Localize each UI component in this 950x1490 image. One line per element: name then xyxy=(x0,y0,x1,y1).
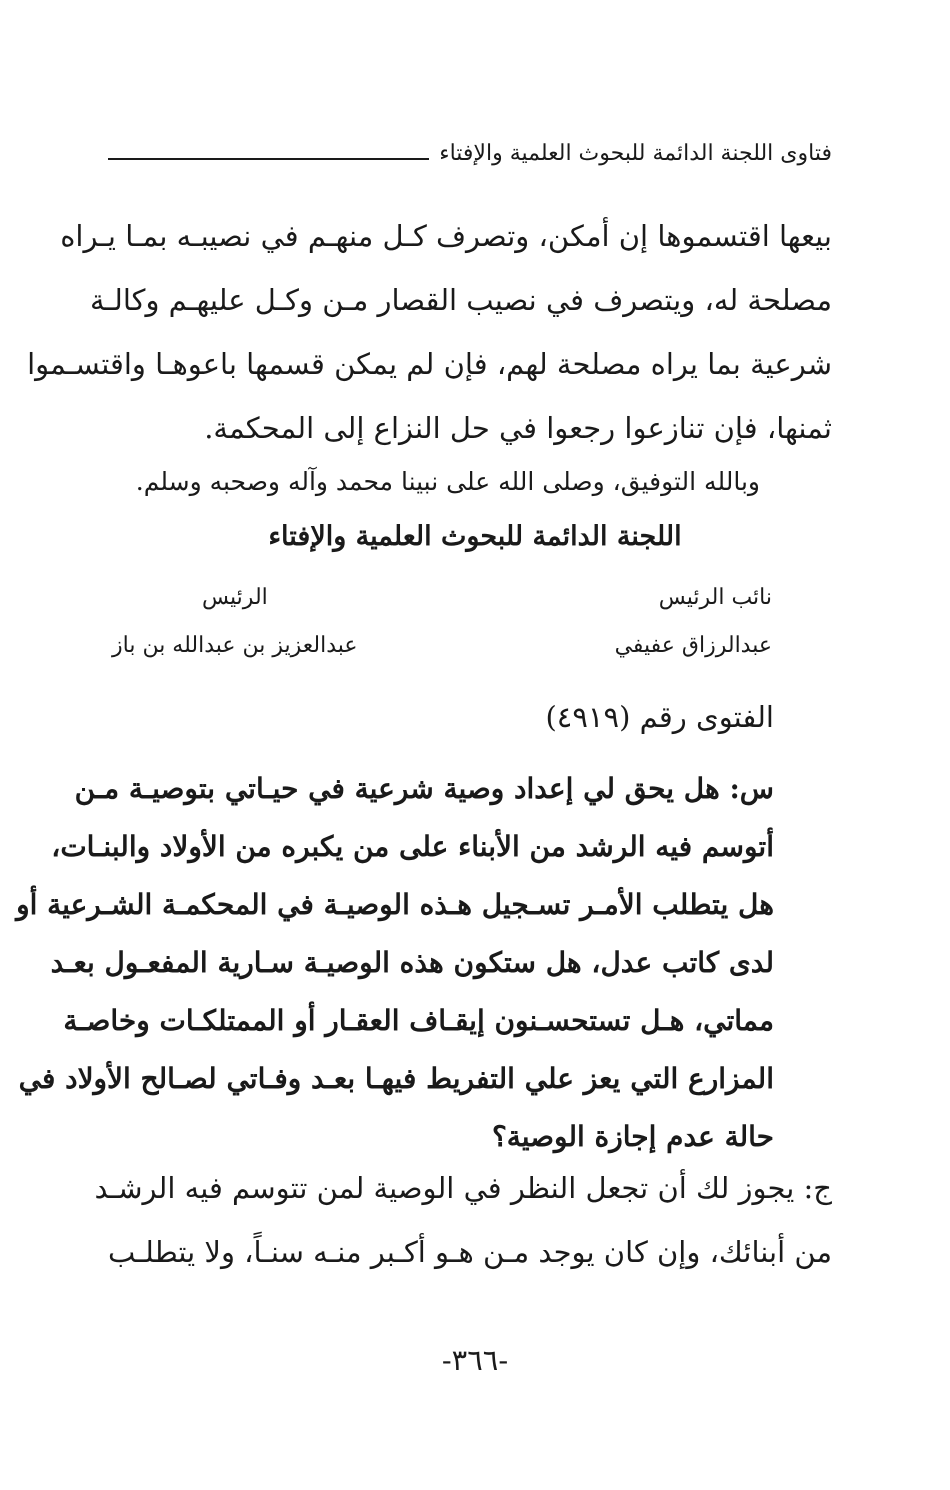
question-line: حالة عدم إجازة الوصية؟ xyxy=(491,1120,774,1153)
question-line: المزارع التي يعز علي التفريط فيهـا بعـد وفـاتي لصـالح الأولاد في xyxy=(18,1062,774,1095)
header-rule xyxy=(108,158,429,160)
page-number: -٣٦٦- xyxy=(441,1343,509,1377)
deputy-role: نائب الرئيس xyxy=(658,585,772,610)
chair-role: الرئيس xyxy=(202,585,268,610)
signature-block xyxy=(112,580,772,680)
running-header-title: فتاوى اللجنة الدائمة للبحوث العلمية والإفتاء xyxy=(439,141,832,166)
paragraph-continuation xyxy=(27,204,832,460)
closing-formula: وبالله التوفيق، وصلى الله على نبينا محمد وآله وصحبه وسلم. xyxy=(135,467,760,496)
question-line: هل يتطلب الأمـر تسـجيل هـذه الوصيـة في المحكمـة الشـرعية أو xyxy=(16,888,774,921)
question-line: مماتي، هـل تستحسـنون إيقـاف العقـار أو الممتلكـات وخاصـة xyxy=(63,1004,774,1037)
running-header xyxy=(108,134,832,174)
question-line: لدى كاتب عدل، هل ستكون هذه الوصيـة سـارية المفعـول بعـد xyxy=(50,946,774,979)
committee-name: اللجنة الدائمة للبحوث العلمية والإفتاء xyxy=(268,521,682,552)
question-line: س: هل يحق لي إعداد وصية شرعية في حيـاتي بتوصيـة مـن xyxy=(74,772,774,805)
paragraph-line: مصلحة له، ويتصرف في نصيب القصار مـن وكـل عليهـم وكالـة xyxy=(89,283,832,317)
paragraph-line: شرعية بما يراه مصلحة لهم، فإن لم يمكن قسمها باعوهـا واقتسـموا xyxy=(27,347,832,381)
answer-block xyxy=(94,1156,832,1284)
deputy-name: عبدالرزاق عفيفي xyxy=(614,633,772,658)
fatwa-number: الفتوى رقم (٤٩١٩) xyxy=(545,700,774,734)
answer-line: ج: يجوز لك أن تجعل النظر في الوصية لمن تتوسم فيه الرشـد xyxy=(94,1171,832,1205)
question-line: أتوسم فيه الرشد من الأبناء على من يكبره من الأولاد والبنـات، xyxy=(51,830,774,863)
paragraph-line: ثمنها، فإن تنازعوا رجعوا في حل النزاع إلى المحكمة. xyxy=(204,411,832,445)
paragraph-line: بيعها اقتسموها إن أمكن، وتصرف كـل منهـم في نصيبـه بمـا يـراه xyxy=(60,219,832,253)
question-block xyxy=(16,760,774,1166)
chair-name: عبدالعزيز بن عبدالله بن باز xyxy=(112,633,358,658)
answer-line: من أبنائك، وإن كان يوجد مـن هـو أكـبر منـه سنـاً، ولا يتطلـب xyxy=(108,1235,832,1269)
